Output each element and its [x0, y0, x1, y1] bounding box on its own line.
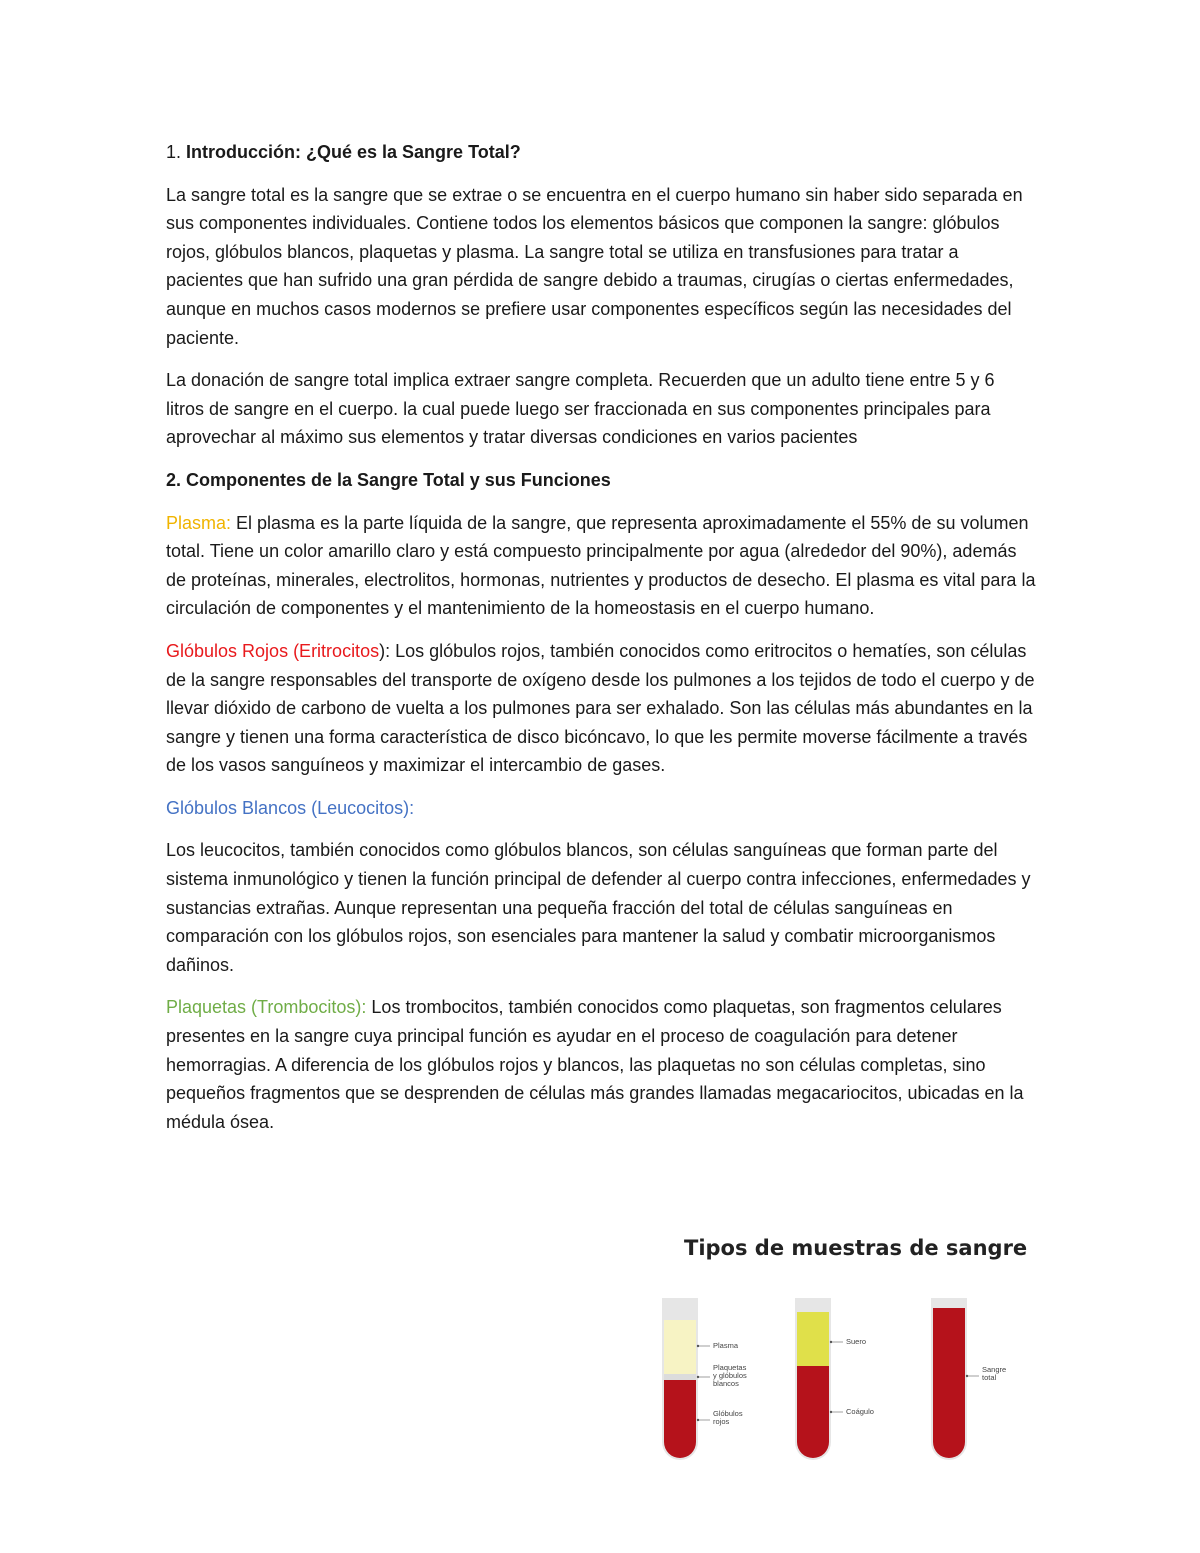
plasma-paragraph — [166, 509, 1036, 623]
blood-samples-figure — [640, 1232, 1040, 1472]
globulos-rojos-text: Los glóbulos rojos, también conocidos como eritrocitos o hematíes, son células de la sangre responsables del transporte de oxígeno desde los pulmones a los tejidos de todo el cuerpo y de llevar dióxido de carbono de vuelta a los pulmones para ser exhalado. Son las células más abundantes en la sangre y tienen una forma característica de disco bicóncavo, lo que les permite moverse fácilmente a través de los vasos sanguíneos y maximizar el intercambio de gases. — [166, 640, 1035, 776]
globulos-blancos-term: Glóbulos Blancos (Leucocitos): — [166, 797, 415, 818]
document-body — [166, 138, 1036, 1150]
plasma-text: El plasma es la parte líquida de la sangre, que representa aproximadamente el 55% de su volumen total. Tiene un color amarillo claro y está compuesto principalmente por agua (alrededor del 90%), además de proteínas, minerales, electrolitos, hormonas, nutrientes y productos de desecho. El plasma es vital para la circulación de componentes y el mantenimiento de la homeostasis en el cuerpo humano. — [166, 512, 1036, 619]
globulos-blancos-paragraph: Los leucocitos, también conocidos como glóbulos blancos, son células sanguíneas que forman parte del sistema inmunológico y tienen la función principal de defender al cuerpo contra infecciones, enfermedades y sustancias extrañas. Aunque representan una pequeña fracción del total de células sanguíneas en comparación con los glóbulos rojos, son esenciales para mantener la salud y combatir microorganismos dañinos. — [166, 840, 1031, 975]
label-suero: Suero — [846, 1337, 867, 1346]
globulos-blancos-heading — [166, 794, 1036, 823]
label-plaquetas-1: Plaquetas — [713, 1363, 747, 1372]
plasma-term: Plasma: — [166, 512, 232, 533]
plaquetas-paragraph — [166, 993, 1036, 1136]
intro-paragraph-1: La sangre total es la sangre que se extrae o se encuentra en el cuerpo humano sin haber sido separada en sus componentes individuales. Contiene todos los elementos básicos que componen la sangre: glóbulos rojos, glóbulos blancos, plaquetas y plasma. La sangre total se utiliza en transfusiones para tratar a pacientes que han sufrido una gran pérdida de sangre debido a traumas, cirugías o ciertas enfermedades, aunque en muchos casos modernos se prefiere usar componentes específicos según las necesidades del paciente. — [166, 184, 1023, 348]
label-globulos-1: Glóbulos — [713, 1409, 743, 1418]
plaquetas-text: Los trombocitos, también conocidos como plaquetas, son fragmentos celulares presentes en la sangre cuya principal función es ayudar en el proceso de coagulación para detener hemorragias. A diferencia de los glóbulos rojos y blancos, las plaquetas no son células completas, sino pequeños fragmentos que se desprenden de células más grandes llamadas megacariocitos, ubicadas en la médula ósea. — [166, 997, 1024, 1132]
label-plaquetas-3: blancos — [713, 1379, 739, 1388]
plaquetas-term: Plaquetas (Trombocitos): — [166, 997, 367, 1018]
globulos-rojos-term-close: ): — [379, 640, 391, 661]
label-total: total — [982, 1373, 997, 1382]
section-2-heading: 2. Componentes de la Sangre Total y sus Funciones — [166, 469, 611, 490]
tube-whole-blood — [931, 1298, 1006, 1460]
tube-serum-clot — [795, 1298, 874, 1460]
label-plasma: Plasma — [713, 1341, 739, 1350]
label-globulos-2: rojos — [713, 1417, 730, 1426]
tube-plasma-separated — [662, 1298, 747, 1460]
section-1-title: Introducción: ¿Qué es la Sangre Total? — [186, 142, 521, 162]
globulos-rojos-paragraph — [166, 637, 1036, 780]
label-sangre: Sangre — [982, 1365, 1007, 1374]
label-coagulo: Coágulo — [846, 1407, 874, 1416]
section-1-heading — [166, 138, 1036, 167]
intro-paragraph-2: La donación de sangre total implica extraer sangre completa. Recuerden que un adulto tiene entre 5 y 6 litros de sangre en el cuerpo. la cual puede luego ser fraccionada en sus componentes principales para aprovechar al máximo sus elementos y tratar diversas condiciones en varios pacientes — [166, 370, 995, 448]
label-plaquetas-2: y glóbulos — [713, 1371, 747, 1380]
globulos-rojos-term: Glóbulos Rojos (Eritrocitos — [166, 640, 380, 661]
tubes-illustration — [640, 1282, 1040, 1472]
section-1-number: 1. — [166, 142, 187, 162]
figure-title: Tipos de muestras de sangre — [684, 1236, 1028, 1260]
